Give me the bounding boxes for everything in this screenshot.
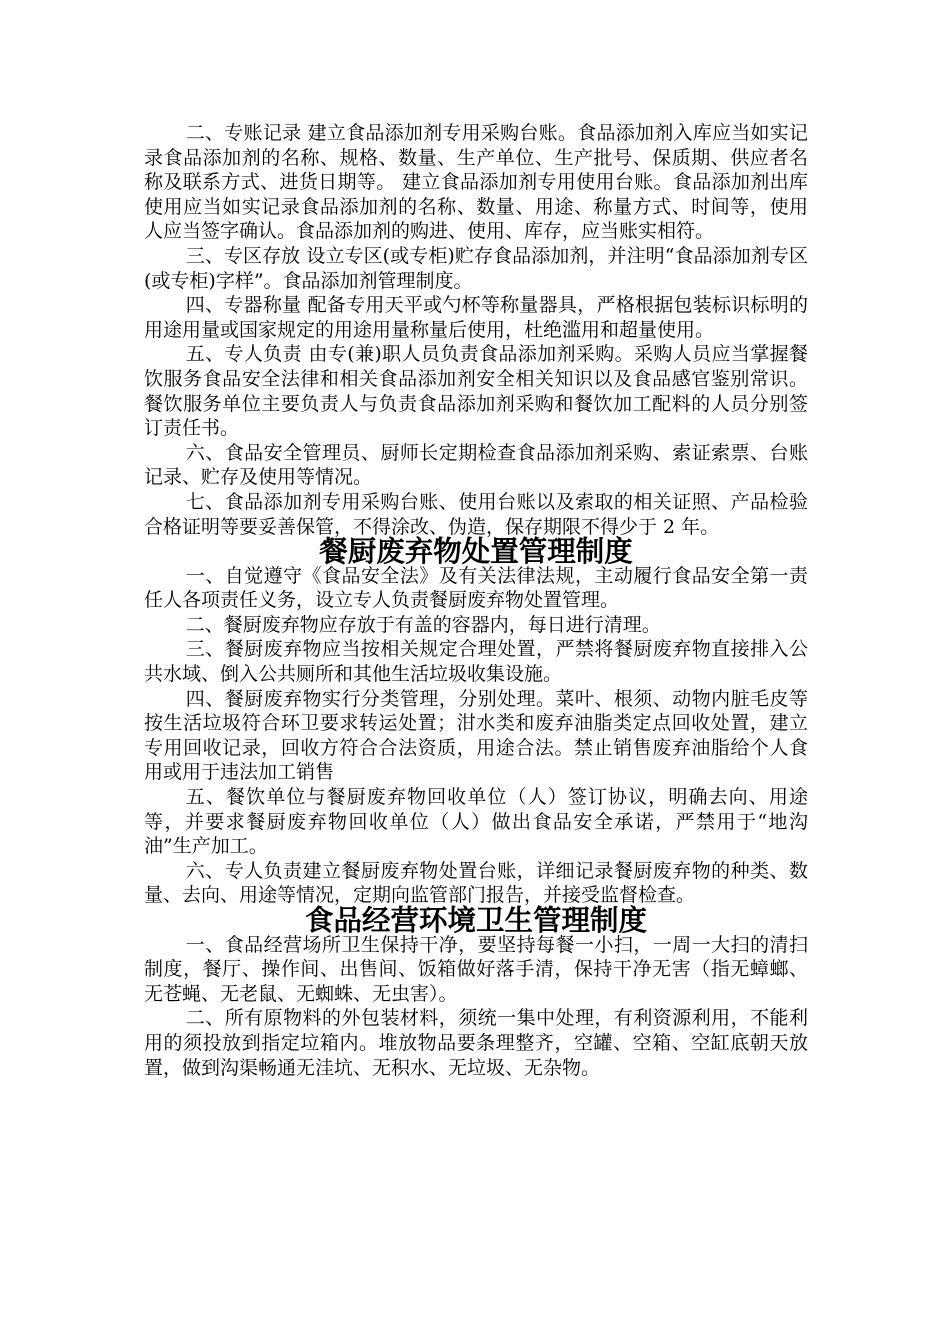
paragraph: 四、餐厨废弃物实行分类管理，分别处理。菜叶、根须、动物内脏毛皮等按生活垃圾符合环卫要求转运处置；泔水类和废弃油脂类定点回收处置，建立专用回收记录，回收方符合合法资质，用途合法。禁止销售废弃油脂给个人食用或用于违法加工销售 bbox=[144, 687, 808, 784]
paragraph: 三、餐厨废弃物应当按相关规定合理处置，严禁将餐厨废弃物直接排入公共水域、倒入公共厕所和其他生活垃圾收集设施。 bbox=[144, 638, 808, 686]
paragraph: 二、专账记录 建立食品添加剂专用采购台账。食品添加剂入库应当如实记录食品添加剂的名称、规格、数量、生产单位、生产批号、保质期、供应者名称及联系方式、进货日期等。 建立食品添加剂专用使用台账。食品添加剂出库使用应当如实记录食品添加剂的名称、数量、用途、称量方式、时间等，使用人应当签字确认。食品添加剂的购进、使用、库存，应当账实相符。 bbox=[144, 122, 808, 243]
paragraph: 二、所有原物料的外包装材料，须统一集中处理，有利资源利用，不能利用的须投放到指定垃箱内。堆放物品要条理整齐，空罐、空箱、空缸底朝天放置，做到沟渠畅通无洼坑、无积水、无垃圾、无杂物。 bbox=[144, 1007, 808, 1079]
additive-rules-section bbox=[144, 121, 808, 539]
kitchen-waste-section bbox=[144, 534, 808, 908]
paragraph: 四、专器称量 配备专用天平或勺杯等称量器具，严格根据包装标识标明的用途用量或国家规定的用途用量称量后使用，杜绝滥用和超量使用。 bbox=[144, 294, 808, 341]
paragraph: 一、自觉遵守《食品安全法》及有关法律法规，主动履行食品安全第一责任人各项责任义务，设立专人负责餐厨废弃物处置管理。 bbox=[144, 564, 808, 612]
paragraph: 三、专区存放 设立专区(或专柜)贮存食品添加剂，并注明“食品添加剂专区(或专柜)字样”。食品添加剂管理制度。 bbox=[144, 244, 808, 292]
paragraph: 六、食品安全管理员、厨师长定期检查食品添加剂采购、索证索票、台账记录、贮存及使用等情况。 bbox=[144, 441, 808, 489]
paragraph: 七、食品添加剂专用采购台账、使用台账以及索取的相关证照、产品检验合格证明等要妥善保管，不得涂改、伪造，保存期限不得少于 2 年。 bbox=[144, 490, 808, 538]
paragraph: 六、专人负责建立餐厨废弃物处置台账，详细记录餐厨废弃物的种类、数量、去向、用途等情况，定期向监管部门报告，并接受监督检查。 bbox=[144, 859, 808, 907]
environment-hygiene-section bbox=[144, 903, 808, 1080]
document-page bbox=[144, 121, 808, 1080]
paragraph: 五、专人负责 由专(兼)职人员负责食品添加剂采购。采购人员应当掌握餐饮服务食品安全法律和相关食品添加剂安全相关知识以及食品感官鉴别常识。餐饮服务单位主要负责人与负责食品添加剂采购和餐饮加工配料的人员分别签订责任书。 bbox=[144, 343, 808, 440]
paragraph: 五、餐饮单位与餐厨废弃物回收单位（人）签订协议，明确去向、用途等，并要求餐厨废弃物回收单位（人）做出食品安全承诺，严禁用于“地沟油”生产加工。 bbox=[144, 786, 808, 858]
section-title: 餐厨废弃物处置管理制度 bbox=[319, 534, 633, 569]
paragraph: 二、餐厨废弃物应存放于有盖的容器内，每日进行清理。 bbox=[185, 613, 661, 636]
paragraph: 一、食品经营场所卫生保持干净，要坚持每餐一小扫，一周一大扫的清扫制度，餐厅、操作间、出售间、饭箱做好落手清，保持干净无害（指无蟑螂、无苍蝇、无老鼠、无蜘蛛、无虫害）。 bbox=[144, 933, 808, 1005]
section-title: 食品经营环境卫生管理制度 bbox=[304, 903, 647, 937]
